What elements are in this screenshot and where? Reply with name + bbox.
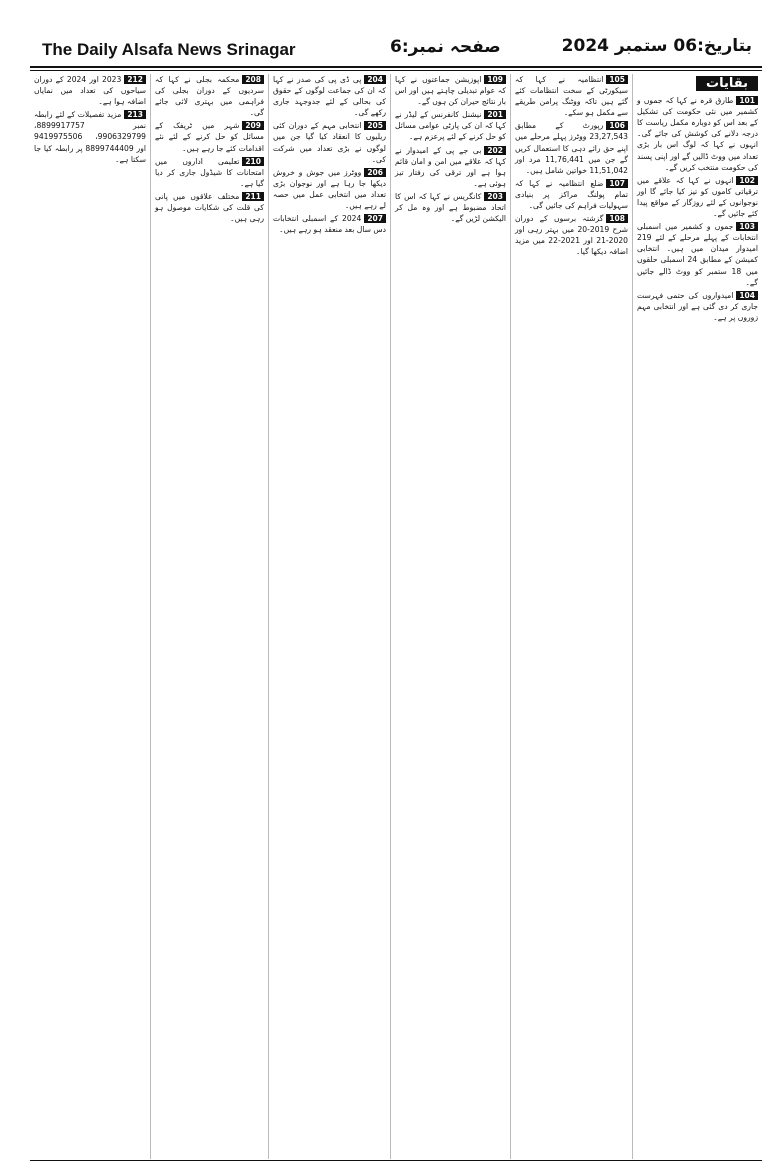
article-number: 208 [242, 75, 264, 84]
article-number: 106 [606, 121, 628, 130]
article-203 [395, 191, 506, 224]
article-104 [637, 290, 758, 323]
article-number: 103 [736, 222, 758, 231]
article-number: 203 [484, 192, 506, 201]
article-text: امیدواروں کی حتمی فہرست جاری کر دی گئی ہے اور انتخابی مہم زوروں پر ہے۔ [637, 290, 758, 322]
article-text: 2024 کے اسمبلی انتخابات دس سال بعد منعقد ہو رہے ہیں۔ [273, 214, 386, 235]
newspaper-title: The Daily Alsafa News Srinagar [42, 40, 296, 59]
article-text: بی جے پی کے امیدوار نے کہا کہ علاقے میں امن و امان قائم ہوا ہے اور ترقی کی رفتار تیز ہوئی ہے۔ [395, 145, 506, 188]
article-text: انہوں نے کہا کہ علاقے میں ترقیاتی کاموں کو تیز کیا جائے گا اور نوجوانوں کے لئے روزگار کے مواقع پیدا کئے جائیں گے۔ [637, 175, 758, 219]
article-202 [395, 145, 506, 189]
article-text: اپوزیشن جماعتوں نے کہا کہ عوام تبدیلی چاہتے ہیں اور اس بار نتائج حیران کن ہوں گے۔ [395, 75, 506, 107]
article-number: 213 [124, 110, 146, 119]
article-number: 109 [484, 75, 506, 84]
article-text: شہر میں ٹریفک کے مسائل کو حل کرنے کے لئے نئے اقدامات کئے جا رہے ہیں۔ [155, 121, 264, 153]
page-number: صفحہ نمبر:6 [390, 37, 501, 57]
article-text: انتظامیہ نے کہا کہ سیکورٹی کے سخت انتظامات کئے گئے ہیں تاکہ ووٹنگ پرامن طریقے سے مکمل ہو سکے۔ [515, 75, 628, 118]
article-207 [273, 213, 386, 235]
article-number: 211 [242, 192, 264, 201]
article-number: 108 [606, 214, 628, 223]
article-number: 101 [736, 96, 758, 105]
column-1 [632, 74, 762, 1159]
article-101 [637, 95, 758, 173]
article-213 [34, 109, 146, 164]
issue-date: بتاریخ:06 ستمبر 2024 [561, 36, 752, 56]
article-204 [273, 74, 386, 118]
article-105 [515, 74, 628, 118]
column-3 [390, 74, 510, 1159]
article-number: 201 [484, 110, 506, 119]
article-number: 205 [364, 121, 386, 130]
header-rule [30, 66, 762, 68]
article-text: کانگریس نے کہا کہ اس کا اتحاد مضبوط ہے اور وہ مل کر الیکشن لڑیں گے۔ [395, 191, 506, 224]
masthead [30, 32, 760, 70]
article-201 [395, 109, 506, 142]
article-text: محکمہ بجلی نے کہا کہ سردیوں کے دوران بجلی کی فراہمی میں بہتری لائی جائے گی۔ [155, 75, 264, 118]
article-number: 102 [736, 176, 758, 185]
footer-rule [30, 1160, 762, 1161]
article-103 [637, 221, 758, 288]
article-text: پی ڈی پی کی صدر نے کہا کہ ان کی جماعت لوگوں کے حقوق کی بحالی کے لئے جدوجہد جاری رکھے گی۔ [273, 75, 386, 118]
article-text: تعلیمی اداروں میں امتحانات کا شیڈول جاری کر دیا گیا ہے۔ [155, 156, 264, 188]
article-209 [155, 120, 264, 153]
article-212 [34, 74, 146, 107]
article-208 [155, 74, 264, 118]
article-210 [155, 156, 264, 189]
column-2 [510, 74, 632, 1159]
article-number: 202 [484, 146, 506, 155]
article-text: 2023 اور 2024 کے دوران سیاحوں کی تعداد میں نمایاں اضافہ ہوا ہے۔ [34, 75, 146, 107]
article-108 [515, 213, 628, 257]
section-heading: بقایات [696, 76, 758, 91]
article-number: 212 [124, 75, 146, 84]
article-text: مختلف علاقوں میں پانی کی قلت کی شکایات موصول ہو رہی ہیں۔ [155, 191, 264, 224]
article-number: 209 [242, 121, 264, 130]
article-109 [395, 74, 506, 107]
article-number: 204 [364, 75, 386, 84]
article-columns [30, 74, 762, 1159]
article-number: 206 [364, 168, 386, 177]
column-5 [150, 74, 268, 1159]
article-number: 107 [606, 179, 628, 188]
article-text: گزشتہ برسوں کے دوران شرح 2019-20 میں بہتر رہی اور 2020-21 اور 2021-22 میں مزید اضافہ دیکھا گیا۔ [515, 214, 628, 257]
article-text: انتخابی مہم کے دوران کئی ریلیوں کا انعقاد کیا گیا جن میں لوگوں نے بڑی تعداد میں شرکت کی۔ [273, 121, 386, 164]
article-102 [637, 175, 758, 219]
article-text: جموں و کشمیر میں اسمبلی انتخابات کے پہلے مرحلے کے لئے 219 امیدوار میدان میں ہیں۔ انتخابی کمیشن کے مطابق 24 اسمبلی حلقوں میں 18 ستمبر کو ووٹ ڈالے جائیں گے۔ [637, 222, 758, 287]
article-107 [515, 178, 628, 211]
article-text: طارق قرہ نے کہا کہ جموں و کشمیر میں نئی حکومت کی تشکیل کے بعد اس کو دوبارہ مکمل ریاست کا درجہ دلانے کی کوشش کی جائے گی۔ انہوں نے کہا کہ لوگ اس بار بڑی تعداد میں ووٹ ڈالیں گے اور اپنی پسند کی حکومت منتخب کریں گے۔ [637, 96, 758, 172]
article-number: 105 [606, 75, 628, 84]
article-text: رپورٹ کے مطابق 23,27,543 ووٹرز پہلے مرحلے میں اپنے حق رائے دہی کا استعمال کریں گے جن میں 11,76,441 مرد اور 11,51,042 خواتین شامل ہیں۔ [515, 121, 629, 175]
header-rule-thin [30, 70, 762, 71]
article-text: ضلع انتظامیہ نے کہا کہ تمام پولنگ مراکز پر بنیادی سہولیات فراہم کی جائیں گی۔ [515, 178, 628, 211]
article-205 [273, 120, 386, 164]
article-106 [515, 120, 628, 175]
column-6 [30, 74, 150, 1159]
article-number: 210 [242, 157, 264, 166]
article-number: 104 [736, 291, 758, 300]
article-text: ووٹرز میں جوش و خروش دیکھا جا رہا ہے اور نوجوان بڑی تعداد میں انتخابی عمل میں حصہ لے رہے ہیں۔ [273, 167, 386, 211]
article-206 [273, 167, 386, 211]
article-211 [155, 191, 264, 224]
article-number: 207 [364, 214, 386, 223]
column-4 [268, 74, 390, 1159]
article-text: مزید تفصیلات کے لئے رابطہ نمبر 8899917757، 9906329799، 9419975506 اور 8899744409 پر رابطہ کیا جا سکتا ہے۔ [34, 110, 147, 164]
article-text: نیشنل کانفرنس کے لیڈر نے کہا کہ ان کی پارٹی عوامی مسائل کو حل کرنے کے لئے پرعزم ہے۔ [395, 110, 506, 142]
